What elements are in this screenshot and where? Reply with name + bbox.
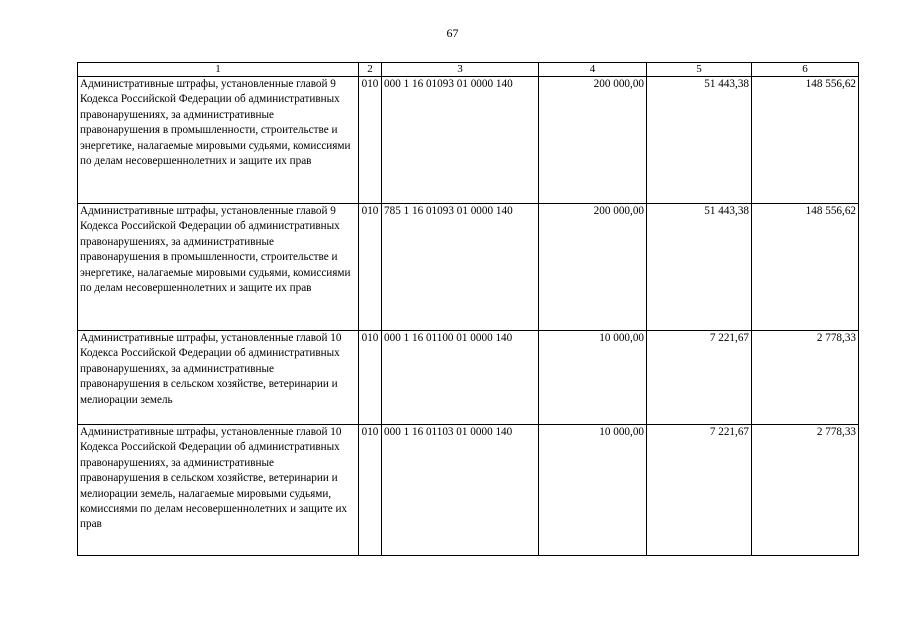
unexecuted-amount-cell: 2 778,33 bbox=[752, 425, 859, 556]
executed-amount-cell: 51 443,38 bbox=[647, 204, 752, 331]
income-name-cell: Административные штрафы, установленные главой 10 Кодекса Российской Федерации об административных правонарушениях, за административные правонарушения в сельском хозяйстве, ветеринарии и мелиорации земель, налагаемые мировыми судьями, комиссиями по делам несовершеннолетних и защите их прав bbox=[78, 425, 359, 556]
income-name-cell: Административные штрафы, установленные главой 9 Кодекса Российской Федерации об административных правонарушениях, за административные правонарушения в промышленности, строительстве и энергетике, налагаемые мировыми судьями, комиссиями по делам несовершеннолетних и защите их прав bbox=[78, 77, 359, 204]
executed-amount-cell: 7 221,67 bbox=[647, 425, 752, 556]
column-header-6: 6 bbox=[752, 63, 859, 77]
column-header-4: 4 bbox=[539, 63, 647, 77]
line-code-cell: 010 bbox=[359, 331, 382, 425]
column-header-3: 3 bbox=[382, 63, 539, 77]
column-header-1: 1 bbox=[78, 63, 359, 77]
table-row bbox=[78, 331, 859, 425]
income-name-cell: Административные штрафы, установленные главой 9 Кодекса Российской Федерации об административных правонарушениях, за административные правонарушения в промышленности, строительстве и энергетике, налагаемые мировыми судьями, комиссиями по делам несовершеннолетних и защите их прав bbox=[78, 204, 359, 331]
unexecuted-amount-cell: 148 556,62 bbox=[752, 204, 859, 331]
table-row bbox=[78, 204, 859, 331]
unexecuted-amount-cell: 148 556,62 bbox=[752, 77, 859, 204]
table-row bbox=[78, 77, 859, 204]
line-code-cell: 010 bbox=[359, 425, 382, 556]
budget-code-cell: 000 1 16 01093 01 0000 140 bbox=[382, 77, 539, 204]
unexecuted-amount-cell: 2 778,33 bbox=[752, 331, 859, 425]
column-header-5: 5 bbox=[647, 63, 752, 77]
revenue-table bbox=[77, 62, 859, 556]
line-code-cell: 010 bbox=[359, 204, 382, 331]
column-number-row bbox=[78, 63, 859, 77]
income-name-cell: Административные штрафы, установленные главой 10 Кодекса Российской Федерации об административных правонарушениях, за административные правонарушения в сельском хозяйстве, ветеринарии и мелиорации земель bbox=[78, 331, 359, 425]
column-header-2: 2 bbox=[359, 63, 382, 77]
approved-amount-cell: 200 000,00 bbox=[539, 204, 647, 331]
approved-amount-cell: 200 000,00 bbox=[539, 77, 647, 204]
budget-code-cell: 000 1 16 01100 01 0000 140 bbox=[382, 331, 539, 425]
executed-amount-cell: 51 443,38 bbox=[647, 77, 752, 204]
budget-code-cell: 000 1 16 01103 01 0000 140 bbox=[382, 425, 539, 556]
page-number: 67 bbox=[446, 26, 459, 40]
table-row bbox=[78, 425, 859, 556]
approved-amount-cell: 10 000,00 bbox=[539, 425, 647, 556]
executed-amount-cell: 7 221,67 bbox=[647, 331, 752, 425]
approved-amount-cell: 10 000,00 bbox=[539, 331, 647, 425]
line-code-cell: 010 bbox=[359, 77, 382, 204]
budget-code-cell: 785 1 16 01093 01 0000 140 bbox=[382, 204, 539, 331]
